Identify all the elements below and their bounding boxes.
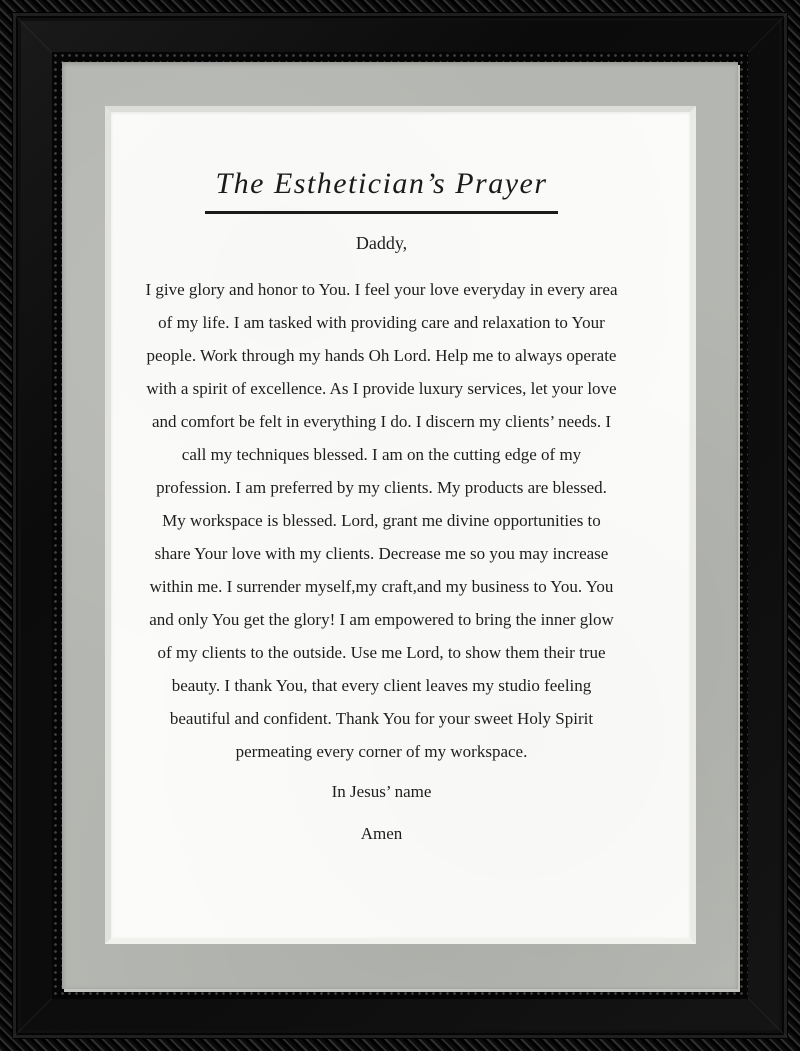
prayer-line: I give glory and honor to You. I feel your love everyday in every area xyxy=(145,280,618,299)
prayer-line: with a spirit of excellence. As I provide luxury services, let your love xyxy=(146,379,617,398)
prayer-line: profession. I am preferred by my clients. My products are blessed. xyxy=(156,478,607,497)
prayer-line: and comfort be felt in everything I do. I discern my clients’ needs. I xyxy=(151,412,611,431)
prayer-line: beautiful and confident. Thank You for your sweet Holy Spirit xyxy=(169,709,594,728)
prayer-line: call my techniques blessed. I am on the cutting edge of my xyxy=(181,445,582,464)
prayer-paper xyxy=(105,106,696,944)
prayer-line: people. Work through my hands Oh Lord. Help me to always operate xyxy=(146,346,617,365)
prayer-line: My workspace is blessed. Lord, grant me divine opportunities to xyxy=(162,511,601,530)
salutation: Daddy, xyxy=(355,233,408,253)
prayer-line: of my life. I am tasked with providing care and relaxation to Your xyxy=(158,313,605,332)
prayer-body xyxy=(145,273,617,768)
closing-amen: Amen xyxy=(360,824,403,843)
prayer-line: of my clients to the outside. Use me Lord, to show them their true xyxy=(157,643,606,662)
prayer-line: share Your love with my clients. Decrease me so you may increase xyxy=(154,544,609,563)
prayer-content xyxy=(111,112,690,938)
prayer-line: within me. I surrender myself,my craft,and my business to You. You xyxy=(149,577,614,596)
prayer-line: permeating every corner of my workspace. xyxy=(235,742,528,761)
closing-in-jesus-name: In Jesus’ name xyxy=(331,782,432,801)
prayer-line: beauty. I thank You, that every client leaves my studio feeling xyxy=(171,676,592,695)
prayer-line: and only You get the glory! I am empowered to bring the inner glow xyxy=(149,610,614,629)
prayer-title: The Esthetician’s Prayer xyxy=(205,166,557,214)
